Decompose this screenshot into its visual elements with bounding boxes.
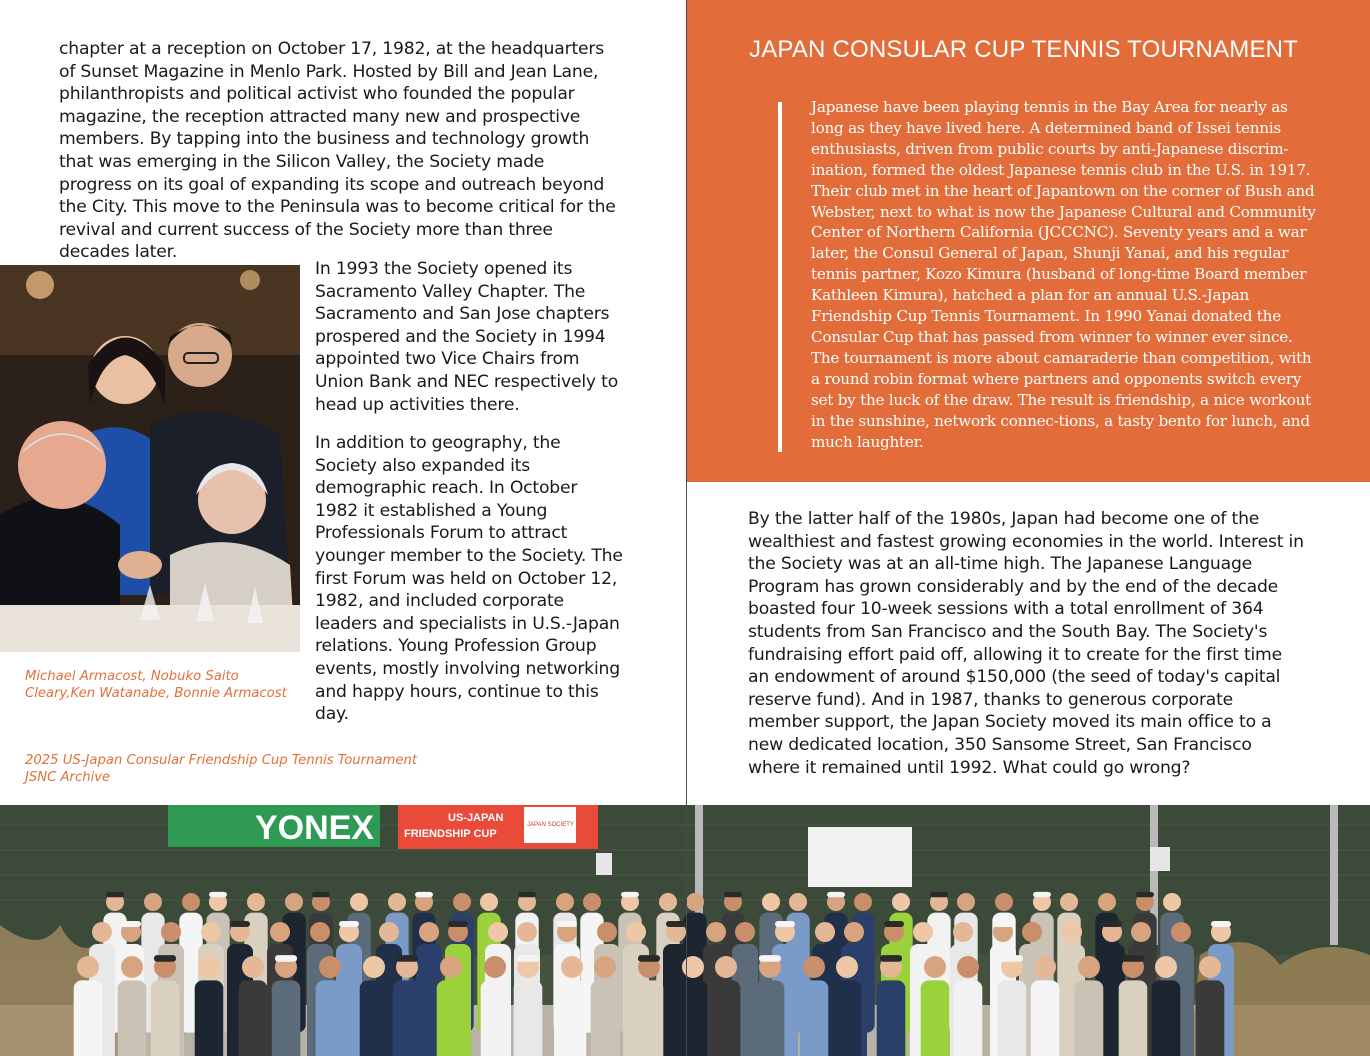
person-head (182, 893, 200, 911)
person-head (270, 922, 290, 942)
japan-society-sign-text: JAPAN SOCIETY (527, 822, 574, 828)
person-cap (154, 955, 176, 962)
person-cap (1211, 921, 1231, 927)
chapters-paragraph: In 1993 the Society opened its Sacramento Valley Chapter. The Sacramento and San Jose chapters prospered and the Society in 1994 appointed two Vice Chairs from Union Bank and NEC respectively to head up activities there. (315, 259, 619, 415)
person-head (379, 922, 399, 942)
person-cap (518, 892, 536, 897)
person-head (1131, 922, 1151, 942)
person-body (679, 980, 708, 1056)
person-cap (448, 921, 468, 927)
person-head (597, 922, 617, 942)
person-head (363, 956, 385, 978)
group-photo (0, 805, 1370, 1056)
person-head (440, 956, 462, 978)
person-head (762, 893, 780, 911)
person-body (558, 980, 587, 1056)
page-spine (686, 0, 687, 1056)
person-head (77, 956, 99, 978)
person-head (121, 956, 143, 978)
person-head (735, 922, 755, 942)
person-cap (517, 955, 539, 962)
person-cap (930, 892, 948, 897)
person-head (844, 922, 864, 942)
person-head (488, 922, 508, 942)
person-body (74, 980, 103, 1056)
person-cap (209, 892, 227, 897)
person-cap (1033, 892, 1051, 897)
quote-bar (778, 102, 782, 452)
person-head (484, 956, 506, 978)
yonex-banner-text: YONEX (255, 809, 375, 847)
reception-photo (0, 265, 300, 652)
person-cap (121, 921, 141, 927)
intro-paragraph: chapter at a reception on October 17, 1982, at the headquarters of Sunset Magazine in Menlo Park. Hosted by Bill and Jean Lane, philanthropists and political activist who founded the popular magazine, the reception attracted many new and prospective members. By tapping into the business and technology growth that was emerging in the Silicon Valley, the Society made progress on its goal of expanding its scope and outreach beyond the City. This move to the Peninsula was to become critical for the revival and current success of the Society more than three decades later. (59, 39, 616, 263)
person-body (118, 980, 147, 1056)
tournament-caption-title: 2025 US-Japan Consular Friendship Cup Tennis Tournament (25, 753, 418, 768)
person-body (437, 980, 466, 1056)
person-head (419, 922, 439, 942)
person-body (800, 980, 829, 1056)
person-body (712, 980, 741, 1056)
person-head (1199, 956, 1221, 978)
person-cap (666, 921, 686, 927)
person-cap (1136, 892, 1154, 897)
person-body (833, 980, 862, 1056)
person-body (393, 980, 422, 1056)
person-head (995, 893, 1013, 911)
sidebar-quote: Japanese have been playing tennis in the Bay Area for nearly as long as they have lived here. A determined band of Issei tennis enthusiasts, driven from public courts by anti-Japanese discrim-ination, formed the oldest Japanese tennis club in the U.S. in 1917. Their club met in the heart of Japantown on the corner of Bush and Webster, next to what is now the Japanese Cultural and Community Center of Northern California (JCCCNC). Seventy years and a war later, the Consul General of Japan, Shunji Yanai, and his regular tennis partner, Kozo Kimura (husband of long-time Board member Kathleen Kimura), hatched a plan for an annual U.S.-Japan Friendship Cup Tennis Tournament. In 1990 Yanai donated the Consular Cup that has passed from winner to winner ever since. The tournament is more about camaraderie than competition, with a round robin format where partners and opponents switch every set by the luck of the draw. The result is friendship, a nice workout in the sunshine, network connec-tions, a tasty bento for lunch, and much laughter. (811, 98, 1316, 451)
person-head (892, 893, 910, 911)
person-body (1031, 980, 1060, 1056)
person-head (854, 893, 872, 911)
person-head (803, 956, 825, 978)
person-head (1062, 922, 1082, 942)
person-body (591, 980, 620, 1056)
person-cap (880, 955, 902, 962)
person-head (957, 893, 975, 911)
friendship-cup-line2: FRIENDSHIP CUP (404, 828, 497, 840)
person-head (957, 956, 979, 978)
person-body (1152, 980, 1181, 1056)
person-body (514, 980, 543, 1056)
person-head (715, 956, 737, 978)
person-head (161, 922, 181, 942)
person-head (388, 893, 406, 911)
demographics-paragraph: In addition to geography, the Society also expanded its demographic reach. In October 1982 it established a Young Professionals Forum to attract younger member to the Society. The first Forum was held on October 12, 1982, and included corporate leaders and specialists in U.S.-Japan relations. Young Profession Group events, mostly involving networking and happy hours, continue to this day. (315, 433, 623, 725)
person-head (924, 956, 946, 978)
person-body (877, 980, 906, 1056)
person-cap (1102, 921, 1122, 927)
tennis-sidebar (687, 0, 1370, 482)
person-head (480, 893, 498, 911)
person-head (686, 893, 704, 911)
person-body (998, 980, 1027, 1056)
person-cap (396, 955, 418, 962)
person-cap (827, 892, 845, 897)
friendship-cup-line1: US-JAPAN (448, 812, 504, 824)
person-head (1098, 893, 1116, 911)
person-head (1034, 956, 1056, 978)
person-body (316, 980, 345, 1056)
person-body (756, 980, 785, 1056)
person-cap (759, 955, 781, 962)
person-cap (339, 921, 359, 927)
person-body (1075, 980, 1104, 1056)
person-body (360, 980, 389, 1056)
person-head (350, 893, 368, 911)
person-head (1171, 922, 1191, 942)
person-head (913, 922, 933, 942)
person-head (310, 922, 330, 942)
person-head (556, 893, 574, 911)
person-head (242, 956, 264, 978)
person-head (706, 922, 726, 942)
person-head (1155, 956, 1177, 978)
notice-board (808, 827, 912, 887)
photo-caption: Michael Armacost, Nobuko Saito Cleary,Ken Watanabe, Bonnie Armacost (25, 669, 287, 701)
person-cap (993, 921, 1013, 927)
person-head (1078, 956, 1100, 978)
person-head (594, 956, 616, 978)
person-cap (312, 892, 330, 897)
sidebar-title: JAPAN CONSULAR CUP TENNIS TOURNAMENT (749, 36, 1299, 63)
person-head (626, 922, 646, 942)
person-body (1119, 980, 1148, 1056)
person-cap (415, 892, 433, 897)
person-head (453, 893, 471, 911)
person-head (561, 956, 583, 978)
person-cap (230, 921, 250, 927)
group-photo-illustration (0, 805, 1370, 1056)
person-body (635, 980, 664, 1056)
person-body (1196, 980, 1225, 1056)
person-body (954, 980, 983, 1056)
person-head (201, 922, 221, 942)
reception-photo-illustration (0, 265, 300, 652)
person-head (319, 956, 341, 978)
person-cap (638, 955, 660, 962)
person-cap (1001, 955, 1023, 962)
person-head (247, 893, 265, 911)
person-cap (275, 955, 297, 962)
person-cap (621, 892, 639, 897)
person-head (198, 956, 220, 978)
person-head (285, 893, 303, 911)
person-cap (106, 892, 124, 897)
person-head (583, 893, 601, 911)
person-head (144, 893, 162, 911)
body-paragraph: By the latter half of the 1980s, Japan had become one of the wealthiest and fastest growing economies in the world. Interest in the Society was at an all-time high. The Japanese Language Program has grown considerably and by the end of the decade boasted four 10-week sessions with a total enrollment of 364 students from San Francisco and the South Bay. The Society's fundraising effort paid off, allowing it to create for the first time an endowment of around $150,000 (the seed of today's capital reserve fund). And in 1987, thanks to generous corporate member support, the Japan Society moved its main office to a new dedicated location, 350 Sansome Street, San Francisco where it remained until 1992. What could go wrong? (748, 509, 1304, 778)
left-page (0, 0, 686, 805)
tournament-caption (25, 752, 465, 786)
person-body (151, 980, 180, 1056)
person-head (517, 922, 537, 942)
person-body (239, 980, 268, 1056)
person-cap (557, 921, 577, 927)
person-cap (1122, 955, 1144, 962)
person-body (921, 980, 950, 1056)
person-head (659, 893, 677, 911)
person-head (789, 893, 807, 911)
person-head (953, 922, 973, 942)
person-head (1060, 893, 1078, 911)
person-body (272, 980, 301, 1056)
person-head (1163, 893, 1181, 911)
person-cap (775, 921, 795, 927)
person-cap (724, 892, 742, 897)
person-cap (884, 921, 904, 927)
person-head (836, 956, 858, 978)
person-head (92, 922, 112, 942)
person-head (815, 922, 835, 942)
person-head (1022, 922, 1042, 942)
person-body (481, 980, 510, 1056)
person-body (195, 980, 224, 1056)
tournament-caption-credit: JSNC Archive (25, 770, 111, 785)
